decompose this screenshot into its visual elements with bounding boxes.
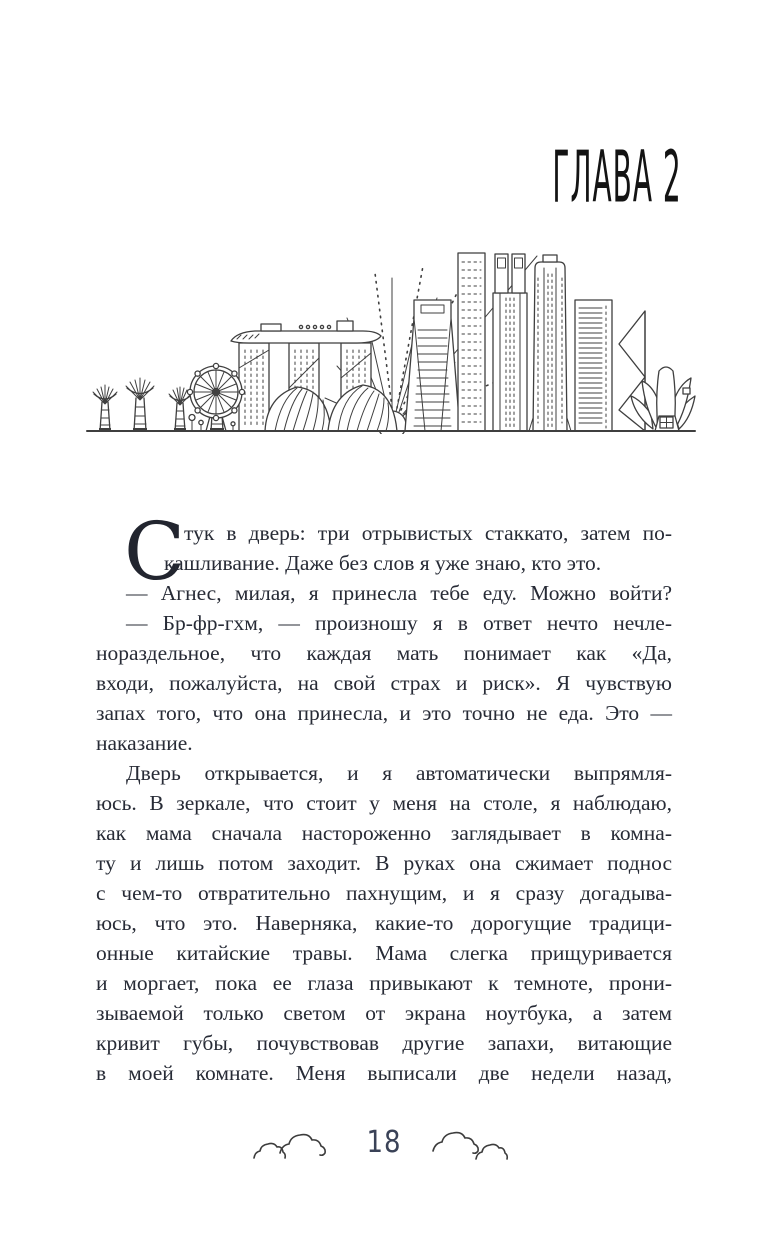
cloud-icon <box>250 1120 340 1167</box>
text-line: тук в дверь: три отрывистых стаккато, затем по- <box>184 521 672 545</box>
text-line: зываемой только светом от экрана ноутбука, а затем <box>96 1001 672 1025</box>
text-line: входи, пожалуйста, на свой страх и риск». Я чувствую <box>96 671 672 695</box>
body-text <box>96 518 672 1088</box>
drop-cap-letter: С <box>124 505 186 598</box>
text-line: кашливание. Даже без слов я уже знаю, кто это. <box>164 551 602 575</box>
text-line: и моргает, пока ее глаза привыкают к темноте, прони- <box>96 971 672 995</box>
text-line: — Агнес, милая, я принесла тебе еду. Можно войти? <box>126 581 672 605</box>
text-line: с чем-то отвратительно пахнущим, и я сразу догадыва- <box>96 881 672 905</box>
text-line: юсь. В зеркале, что стоит у меня на столе, я наблюдаю, <box>96 791 672 815</box>
text-line: — Бр-фр-гхм, — произношу я в ответ нечто нечле- <box>126 611 672 635</box>
skyline-svg <box>85 238 697 434</box>
page-footer <box>0 1118 768 1168</box>
singapore-skyline-illustration <box>85 238 697 439</box>
text-line: ту и лишь потом заходит. В руках она сжимает поднос <box>96 851 672 875</box>
ferris-wheel-icon <box>187 363 244 431</box>
skyscrapers-icon <box>405 253 645 431</box>
chapter-heading: ГЛАВА 2 <box>552 136 682 220</box>
text-line: Дверь открывается, и я автоматически выпрямля- <box>126 761 672 785</box>
esplanade-domes-icon <box>265 385 397 431</box>
text-line: в моей комнате. Меня выписали две недели назад, <box>96 1061 672 1085</box>
page-number: 18 <box>366 1125 402 1161</box>
text-line: кривит губы, почувствовав другие запахи, витающие <box>96 1031 672 1055</box>
text-line: запах того, что она принесла, и это точно не еда. Это — <box>96 701 672 725</box>
cloud-icon <box>428 1120 518 1167</box>
text-line: юсь, что это. Наверняка, какие-то дорогущие традици- <box>96 911 672 935</box>
text-line: наказание. <box>96 731 193 755</box>
text-line: онные китайские травы. Мама слегка прищуривается <box>96 941 672 965</box>
text-line: как мама сначала настороженно заглядывает в комна- <box>96 821 672 845</box>
text-line: нораздельное, что каждая мать понимает как «Да, <box>96 641 672 665</box>
